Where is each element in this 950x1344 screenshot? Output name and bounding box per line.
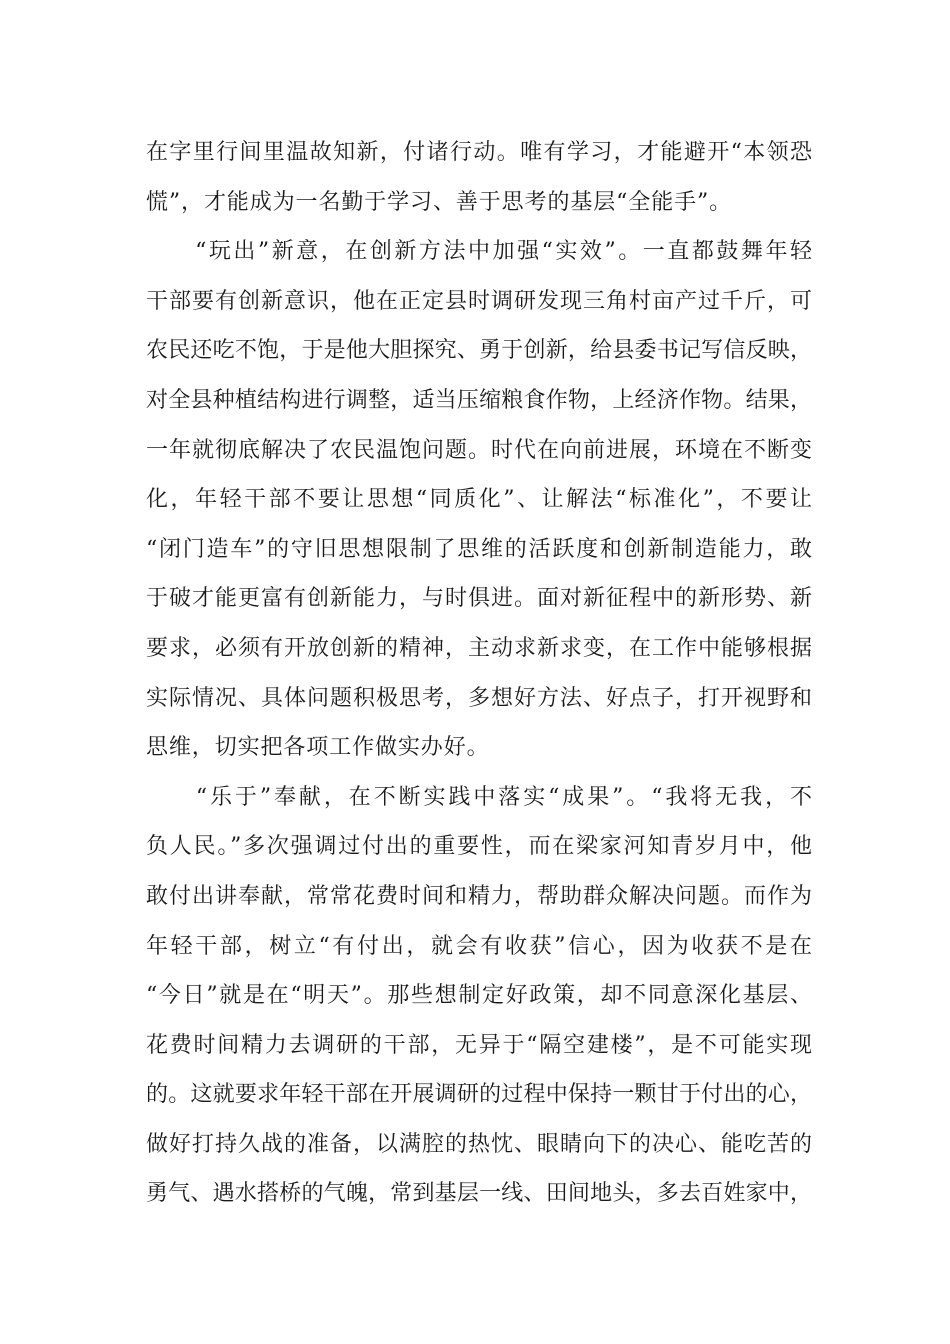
text-line: 慌”，才能成为一名勤于学习、善于思考的基层“全能手”。: [146, 189, 733, 215]
text-line: 年轻干部，树立“有付出，就会有收获”信心，因为收获不是在: [146, 933, 812, 959]
text-line: 勇气、遇水搭桥的气魄，常到基层一线、田间地头，多去百姓家中，: [146, 1181, 812, 1207]
text-line: 实际情况、具体问题积极思考，多想好方法、好点子，打开视野和: [146, 685, 812, 711]
text-line: “闭门造车”的守旧思想限制了思维的活跃度和创新制造能力，敢: [146, 536, 812, 562]
text-line: “今日”就是在“明天”。那些想制定好政策，却不同意深化基层、: [146, 983, 812, 1009]
text-line: 对全县种植结构进行调整，适当压缩粮食作物，上经济作物。结果，: [146, 387, 812, 413]
text-line: 一年就彻底解决了农民温饱问题。时代在向前进展，环境在不断变: [146, 437, 812, 463]
text-line: 做好打持久战的准备，以满腔的热忱、眼睛向下的决心、能吃苦的: [146, 1131, 812, 1157]
text-line: 花费时间精力去调研的干部，无异于“隔空建楼”，是不可能实现: [146, 1032, 812, 1058]
text-line: 化，年轻干部不要让思想“同质化”、让解法“标准化”，不要让: [146, 487, 812, 513]
text-line: 农民还吃不饱，于是他大胆探究、勇于创新，给县委书记写信反映，: [146, 338, 812, 364]
text-line: 的。这就要求年轻干部在开展调研的过程中保持一颗甘于付出的心，: [146, 1082, 812, 1108]
text-line: 干部要有创新意识，他在正定县时调研发现三角村亩产过千斤，可: [146, 288, 812, 314]
text-line: 敢付出讲奉献，常常花费时间和精力，帮助群众解决问题。而作为: [146, 883, 812, 909]
text-line: “乐于”奉献，在不断实践中落实“成果”。“我将无我，不: [146, 784, 812, 810]
text-line: 要求，必须有开放创新的精神，主动求新求变，在工作中能够根据: [146, 635, 812, 661]
text-line: 于破才能更富有创新能力，与时俱进。面对新征程中的新形势、新: [146, 586, 812, 612]
document-body: [146, 133, 812, 1224]
text-line: “玩出”新意，在创新方法中加强“实效”。一直都鼓舞年轻: [146, 239, 812, 265]
text-line: 负人民。”多次强调过付出的重要性，而在梁家河知青岁月中，他: [146, 834, 812, 860]
text-line: 在字里行间里温故知新，付诸行动。唯有学习，才能避开“本领恐: [146, 140, 812, 165]
text-line: 思维，切实把各项工作做实办好。: [146, 735, 490, 761]
